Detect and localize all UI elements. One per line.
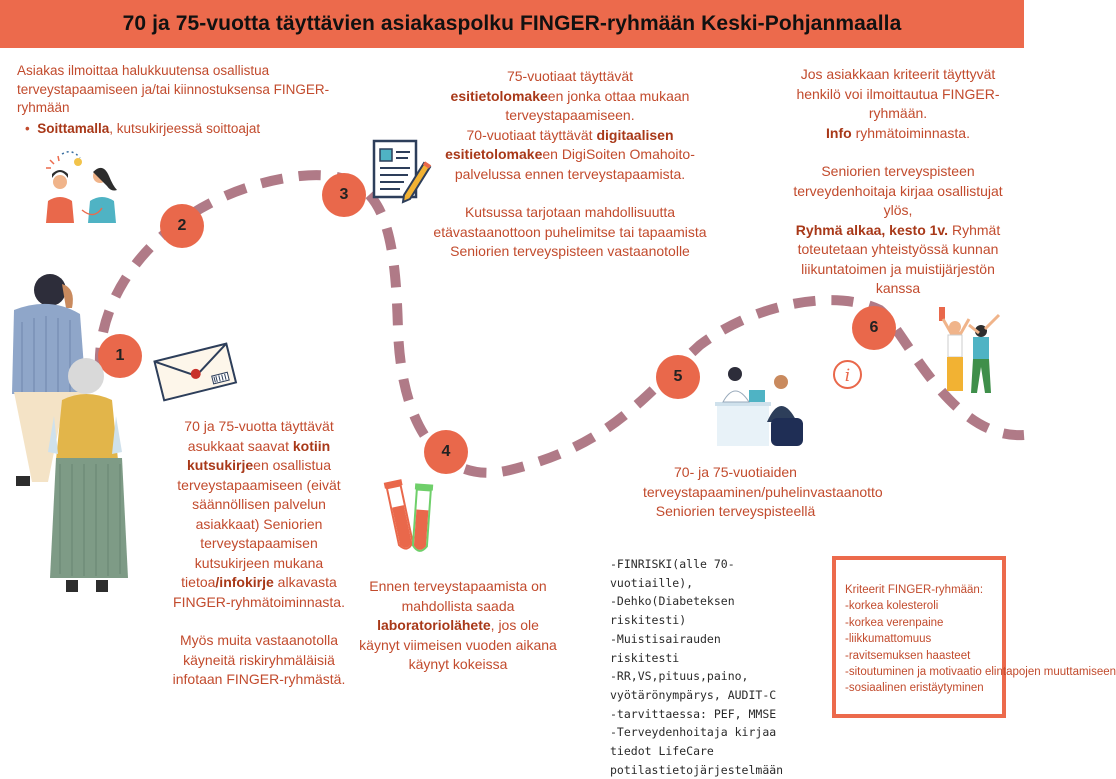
criteria-item: -liikkumattomuus	[845, 633, 932, 646]
step-1-bold-1: kotiin kutsukirje	[187, 437, 331, 473]
intro-bullet-rest: , kutsukirjeessä soittoajat	[109, 120, 261, 136]
criteria-item: -sosiaalinen eristäytyminen	[845, 682, 984, 695]
form-document-icon	[370, 137, 434, 205]
criteria-box	[832, 556, 1116, 718]
intro-bullet-bold: Soittamalla	[37, 120, 110, 136]
checklist-item: -Terveydenhoitaja kirjaa tiedot LifeCare potilastietojärjestelmään	[610, 725, 784, 777]
step-3-line-1: 75-vuotiaat täyttävät	[506, 68, 634, 84]
step-4-marker: 4	[424, 430, 468, 474]
step-3-line-3: 70-vuotiaat täyttävät	[466, 126, 593, 143]
step-1-marker: 1	[98, 334, 142, 378]
step-4-bold-1: laboratoriolähete	[377, 617, 491, 633]
info-icon	[832, 359, 863, 390]
checklist-item: -tarvittaessa: PEF, MMSE	[610, 706, 777, 721]
criteria-item: -korkea kolesteroli	[845, 600, 939, 613]
step-6-marker: 6	[852, 306, 896, 350]
elderly-couple-icon	[0, 268, 125, 598]
step-6-line-4: Ryhmät toteutetaan yhteistyössä kunnan liikuntatoimen ja muistijärjestön kanssa	[797, 221, 1001, 296]
step-6-bold-2: Ryhmä alkaa, kesto 1v.	[795, 221, 949, 238]
step-3-bold-1: esitietolomake	[450, 87, 548, 104]
checklist-item: -FINRISKI(alle 70-vuotiaille),	[610, 557, 735, 590]
criteria-title: Kriteerit FINGER-ryhmään:	[845, 584, 984, 596]
step-6-bold-1: Info	[826, 124, 852, 141]
step-1-line-3: alkavasta FINGER-ryhmätoiminnasta.	[173, 574, 345, 610]
info-symbol: i	[844, 366, 851, 386]
step-1-bold-2: /infokirje	[215, 574, 274, 590]
step-3-bold-2: digitaalisen esitietolomake	[445, 126, 674, 162]
doctor-consultation-icon	[715, 362, 807, 448]
checklist	[610, 555, 795, 779]
checklist-item: -RR,VS,pituus,paino, vyötärönympärys, AUDIT-C	[610, 669, 777, 702]
step-4-line-2: , jos ole käynyt viimeisen vuoden aikana käynyt kokeissa	[359, 617, 557, 672]
intro-paragraph: Asiakas ilmoittaa halukkuutensa osallistua terveystapaamiseen ja/tai kiinnostuksensa FINGER-ryhmään	[17, 63, 330, 115]
step-1-text	[168, 417, 350, 690]
step-3-line-5: Kutsussa tarjotaan mahdollisuutta etävastaanottoon puhelimitse tai tapaamista Seniorien terveyspisteen vastaanotolle	[433, 204, 707, 259]
step-5-text: 70- ja 75-vuotiaiden terveystapaaminen/puhelinvastaanotto Seniorien terveyspisteellä	[643, 464, 883, 519]
step-1-line-1: 70 ja 75-vuotta täyttävät asukkaat saavat	[184, 418, 334, 454]
criteria-item: -korkea verenpaine	[845, 616, 944, 629]
criteria-item: -ravitsemuksen haasteet	[845, 649, 971, 662]
step-6-line-3: Seniorien terveyspisteen terveydenhoitaja kirjaa osallistujat ylös,	[793, 163, 1003, 218]
step-1-line-2: en osallistua terveystapaamiseen (eivät säännöllisen palvelun asiakkaat) Seniorien terveystapaamisen kutsukirjeen mukana tietoa	[177, 457, 341, 590]
phone-call-people-icon	[38, 148, 133, 223]
step-4-text	[358, 577, 558, 675]
step-6-line-1: Jos asiakkaan kriteerit täyttyvät henkilö voi ilmoittautua FINGER-ryhmään.	[796, 66, 1000, 121]
checklist-item: -Dehko(Diabeteksen riskitesti)	[610, 594, 735, 628]
step-2-marker: 2	[160, 204, 204, 248]
criteria-item: -sitoutuminen ja motivaatio elintapojen muuttamiseen	[845, 666, 1116, 679]
step-5-marker: 5	[656, 355, 700, 399]
step-3-marker: 3	[322, 173, 366, 217]
page-title: 70 ja 75-vuotta täyttävien asiakaspolku FINGER-ryhmään Keski-Pohjanmaalla	[122, 12, 902, 35]
step-3-line-2: en jonka ottaa mukaan terveystapaamiseen.	[505, 87, 690, 123]
step-3-text	[430, 67, 710, 262]
envelope-icon	[150, 340, 240, 402]
intro-text	[17, 62, 372, 138]
step-6-text	[780, 65, 1016, 299]
step-6-line-2: ryhmätoiminnasta.	[851, 124, 970, 141]
checklist-item: -Muistisairauden riskitesti	[610, 631, 721, 665]
test-tubes-icon	[385, 476, 440, 558]
exercise-people-icon	[935, 305, 1003, 400]
step-1-line-4: Myös muita vastaanotolla käyneitä riskiryhmäläisiä infotaan FINGER-ryhmästä.	[172, 632, 346, 687]
step-3-line-4: en DigiSoiten Omahoito-palvelussa ennen terveystapaamista.	[454, 146, 695, 182]
step-4-line-1: Ennen terveystapaamista on mahdollista saada	[369, 578, 547, 614]
intro-bullet: • Soittamalla, kutsukirjeessä soittoajat	[25, 120, 261, 136]
